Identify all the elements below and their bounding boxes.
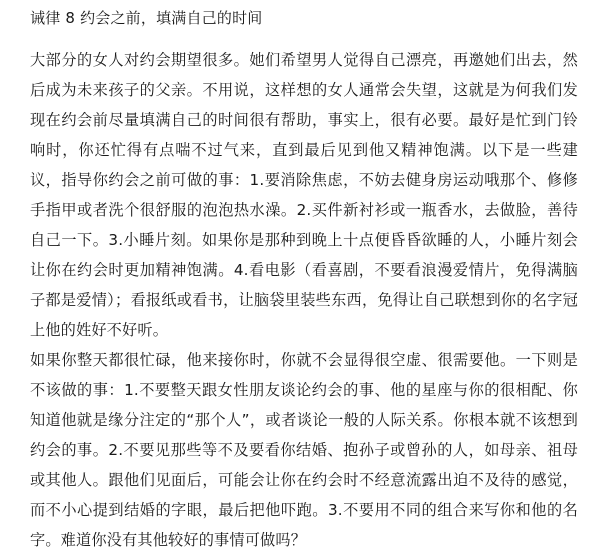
paragraph-before-date-tips: 大部分的女人对约会期望很多。她们希望男人觉得自己漂亮，再邀她们出去，然后成为未来孩子的父亲。不用说，这样想的女人通常会失望，这就是为何我们发现在约会前尽量填满自己的时间很有帮助，事实上，很有必要。最好是忙到门铃响时，你还忙得有点喘不过气来，直到最后见到他又精神饱满。以下是一些建议，指导你约会之前可做的事：1.要消除焦虑，不妨去健身房运动哦那个、修修手指甲或者洗个很舒服的泡泡热水澡。2.买件新衬衫或一瓶香水，去做脸，善待自己一下。3.小睡片刻。如果你是那种到晚上十点便昏昏欲睡的人，小睡片刻会让你在约会时更加精神饱满。4.看电影（看喜剧，不要看浪漫爱情片，免得满脑子都是爱情）；看报纸或看书，让脑袋里装些东西，免得让自己联想到你的名字冠上他的姓好不好听。 <box>30 51 578 339</box>
rule-title: 诫律 8 约会之前，填满自己的时间 <box>30 9 263 27</box>
document-page <box>30 6 578 555</box>
paragraph-things-not-to-do: 如果你整天都很忙碌，他来接你时，你就不会显得很空虚、很需要他。一下则是不该做的事：1.不要整天跟女性朋友谈论约会的事、他的星座与你的很相配、你知道他就是缘分注定的“那个人”，或者谈论一般的人际关系。你根本就不该想到约会的事。2.不要见那些等不及要看你结婚、抱孙子或曾孙的人，如母亲、祖母或其他人。跟他们见面后，可能会让你在约会时不经意流露出迫不及待的感觉，而不小心提到结婚的字眼，最后把他吓跑。3.不要用不同的组合来写你和他的名字。难道你没有其他较好的事情可做吗？ <box>30 351 578 549</box>
